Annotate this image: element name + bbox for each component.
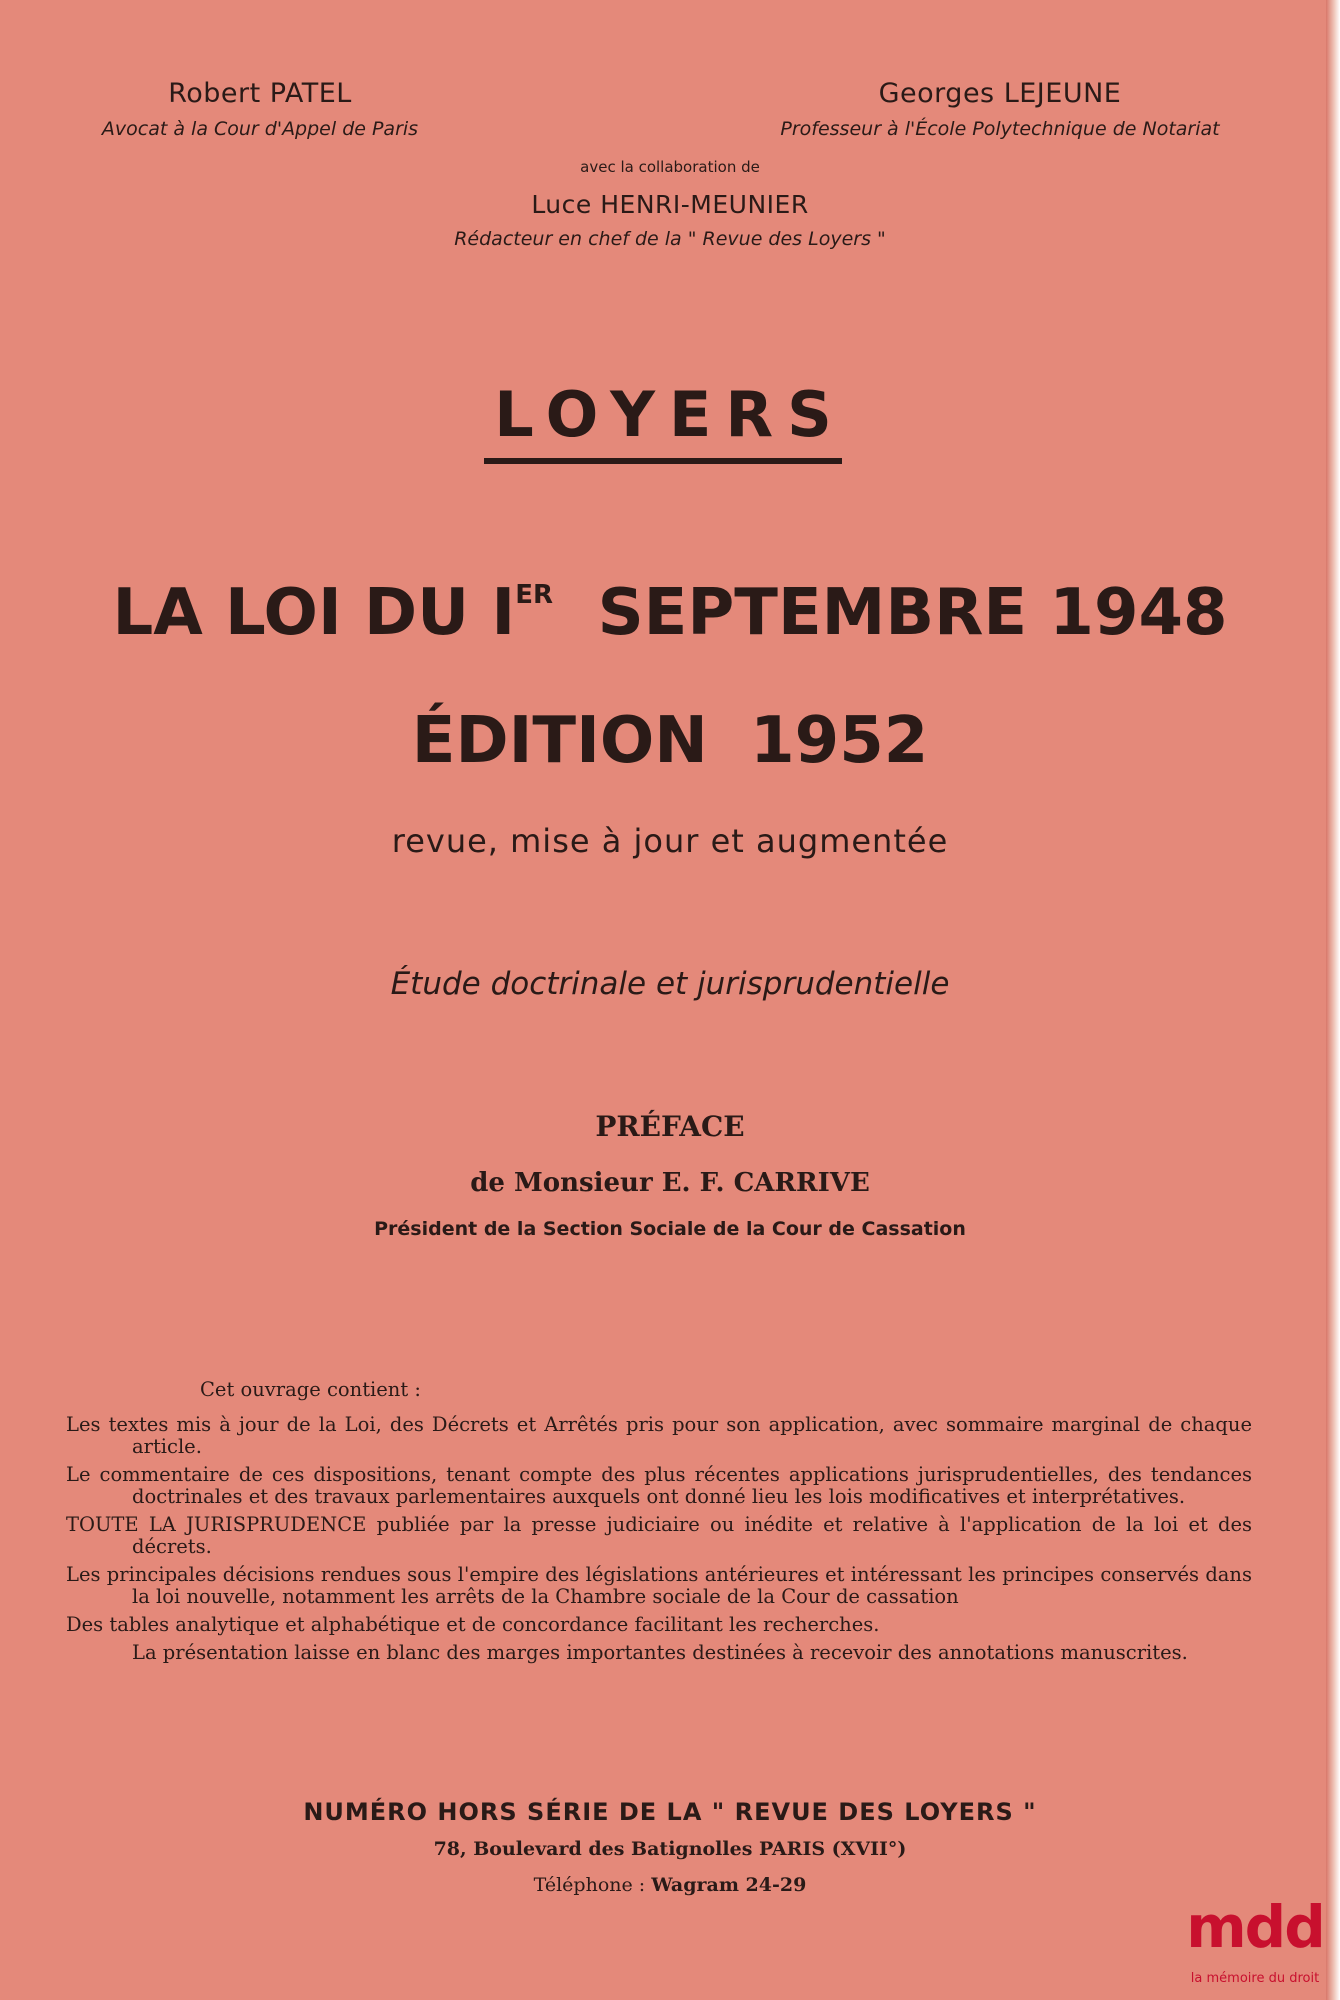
collaborator-role: Rédacteur en chef de la " Revue des Loyers "	[454, 228, 886, 250]
footer-phone-label: Téléphone :	[533, 1874, 646, 1896]
footer-address: 78, Boulevard des Batignolles PARIS (XVII°)	[433, 1838, 907, 1860]
collaborator-name: Luce HENRI-MEUNIER	[531, 190, 809, 219]
main-title-superscript: ER	[515, 580, 554, 610]
mdd-logo-mark: mdd	[1186, 1893, 1324, 1961]
footer-phone-value: Wagram 24-29	[651, 1874, 807, 1896]
preface-heading: PRÉFACE	[595, 1110, 745, 1143]
study-line: Étude doctrinale et jurisprudentielle	[390, 966, 950, 1002]
author-left-name: Robert PATEL	[168, 78, 352, 109]
main-title-line2: ÉDITION 1952	[411, 704, 929, 778]
footer-phone	[420, 1874, 920, 1896]
main-title-suffix: SEPTEMBRE 1948	[597, 576, 1228, 650]
contents-closing: La présentation laisse en blanc des marges importantes destinées à recevoir des annotations manuscrites.	[132, 1641, 1188, 1664]
preface-author: de Monsieur E. F. CARRIVE	[470, 1168, 870, 1198]
mdd-logo-tagline: la mémoire du droit	[1190, 1971, 1320, 1986]
series-title: LOYERS	[494, 378, 846, 451]
collaboration-note: avec la collaboration de	[580, 158, 760, 176]
contents-list	[66, 1414, 1252, 1664]
author-left-role: Avocat à la Cour d'Appel de Paris	[101, 118, 419, 140]
contents-item: Les principales décisions rendues sous l'empire des législations antérieures et intéressant les principes conservés dans la loi nouvelle, notamment les arrêts de la Chambre sociale de la Cour de cassation	[66, 1563, 1252, 1608]
page-edge	[1326, 0, 1340, 2000]
mdd-logo	[1180, 1895, 1330, 1995]
author-right-name: Georges LEJEUNE	[878, 78, 1122, 109]
author-right-role: Professeur à l'École Polytechnique de Notariat	[780, 118, 1220, 140]
footer-title: NUMÉRO HORS SÉRIE DE LA " REVUE DES LOYERS "	[303, 1798, 1037, 1826]
contents-intro: Cet ouvrage contient :	[200, 1378, 421, 1401]
contents-item: Les textes mis à jour de la Loi, des Décrets et Arrêtés pris pour son application, avec sommaire marginal de chaque article.	[66, 1413, 1252, 1458]
series-title-underline	[484, 458, 842, 464]
preface-author-role: Président de la Section Sociale de la Cour de Cassation	[374, 1218, 966, 1240]
contents-item: Le commentaire de ces dispositions, tenant compte des plus récentes applications jurisprudentielles, des tendances doctrinales et des travaux parlementaires auxquels ont donné lieu les lois modificatives et interprétatives.	[66, 1463, 1252, 1508]
subtitle: revue, mise à jour et augmentée	[391, 822, 949, 860]
main-title-prefix: LA LOI DU I	[112, 576, 516, 650]
contents-item: Des tables analytique et alphabétique et de concordance facilitant les recherches.	[66, 1613, 880, 1636]
contents-item: TOUTE LA JURISPRUDENCE publiée par la presse judiciaire ou inédite et relative à l'application de la loi et des décrets.	[66, 1513, 1252, 1558]
main-title-line1	[40, 576, 1300, 650]
